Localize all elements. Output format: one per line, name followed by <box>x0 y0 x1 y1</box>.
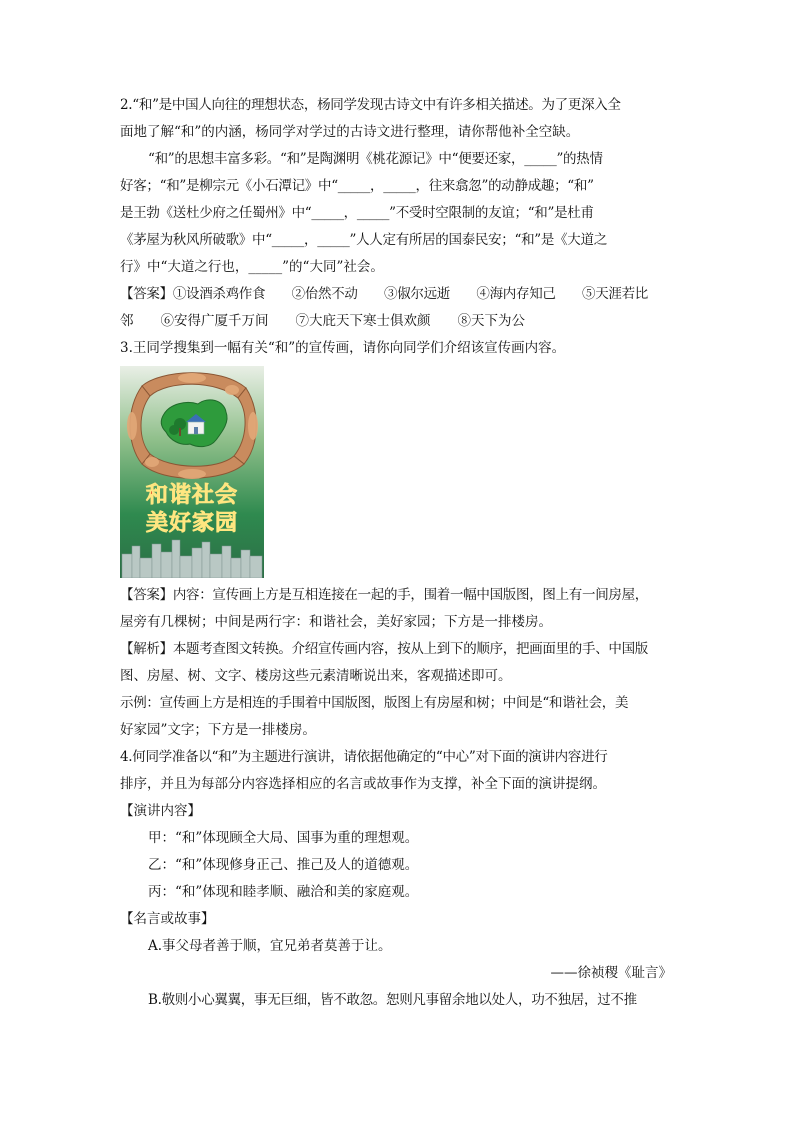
analysis3-text: 本题考查图文转换。介绍宣传画内容，按从上到下的顺序，把画面里的手、中国版 <box>172 641 649 657</box>
harmony-poster-image <box>120 366 264 578</box>
q2-line: “和”的思想丰富多彩。“和”是陶渊明《桃花源记》中“便要还家，_____”的热情 <box>148 151 603 167</box>
answer2-text: ①设酒杀鸡作食 ②佁然不动 ③俶尔远逝 ④海内存知己 ⑤天涯若比 <box>172 286 649 302</box>
q2-line: 好客；“和”是柳宗元《小石潭记》中“_____，_____，往来翕忽”的动静成趣；“和” <box>120 178 594 194</box>
q4-line: 排序，并且为每部分内容选择相应的名言或故事作为支撑，补全下面的演讲提纲。 <box>120 776 606 792</box>
poster-slogan-1: 和谐社会 <box>145 482 239 508</box>
answer-label: 【答案】 <box>120 587 173 603</box>
quote-b: B.敬则小心翼翼，事无巨细，皆不敢忽。恕则凡事留余地以处人，功不独居，过不推 <box>148 992 637 1008</box>
q2-line: 是王勃《送杜少府之任蜀州》中“_____，_____”不受时空限制的友谊；“和”是杜甫 <box>120 205 594 221</box>
poster-slogan-2: 美好家园 <box>145 510 239 536</box>
speech-item-bing: 丙：“和”体现和睦孝顺、融洽和美的家庭观。 <box>148 884 419 900</box>
q2-line: 面地了解“和”的内涵，杨同学对学过的古诗文进行整理，请你帮他补全空缺。 <box>120 124 580 140</box>
answer3-line: 屋旁有几棵树；中间是两行字：和谐社会，美好家园；下方是一排楼房。 <box>120 614 552 630</box>
document-content <box>120 92 680 1014</box>
answer3-line <box>120 582 680 609</box>
analysis3-line: 好家园”文字；下方是一排楼房。 <box>120 722 316 738</box>
analysis3-line <box>120 636 680 663</box>
quote-a: A.事父母者善于顺，宜兄弟者莫善于让。 <box>148 938 392 954</box>
answer-label: 【答案】 <box>120 286 173 302</box>
speech-item-jia: 甲：“和”体现顾全大局、国事为重的理想观。 <box>148 830 419 846</box>
answer3-text: 内容：宣传画上方是互相连接在一起的手，围着一幅中国版图，图上有一间房屋， <box>172 587 649 603</box>
answer2-line <box>120 281 680 308</box>
analysis-label: 【解析】 <box>120 641 173 657</box>
q2-line: 2.“和”是中国人向往的理想状态，杨同学发现古诗文中有许多相关描述。为了更深入全 <box>120 97 621 113</box>
q2-line: 《茅屋为秋风所破歌》中“_____，_____”人人定有所居的国泰民安；“和”是《大道之 <box>120 232 607 248</box>
q3-line: 3.王同学搜集到一幅有关“和”的宣传画，请你向同学们介绍该宣传画内容。 <box>120 340 566 356</box>
speech-content-header: 【演讲内容】 <box>120 803 201 819</box>
analysis3-line: 示例：宣传画上方是相连的手围着中国版图，版图上有房屋和树；中间是“和谐社会，美 <box>120 695 629 711</box>
q4-line: 4.何同学准备以“和”为主题进行演讲，请依据他确定的“中心”对下面的演讲内容进行 <box>120 749 608 765</box>
quotes-header: 【名言或故事】 <box>120 911 215 927</box>
answer2-line: 邻 ⑥安得广厦千万间 ⑦大庇天下寒士俱欢颜 ⑧天下为公 <box>120 313 525 329</box>
poster-graphic <box>120 366 264 578</box>
speech-item-yi: 乙：“和”体现修身正己、推己及人的道德观。 <box>148 857 419 873</box>
q2-line: 行》中“大道之行也，_____”的“大同”社会。 <box>120 259 384 275</box>
analysis3-line: 图、房屋、树、文字、楼房这些元素清晰说出来，客观描述即可。 <box>120 668 512 684</box>
quote-a-source: ——徐祯稷《耻言》 <box>550 965 672 981</box>
